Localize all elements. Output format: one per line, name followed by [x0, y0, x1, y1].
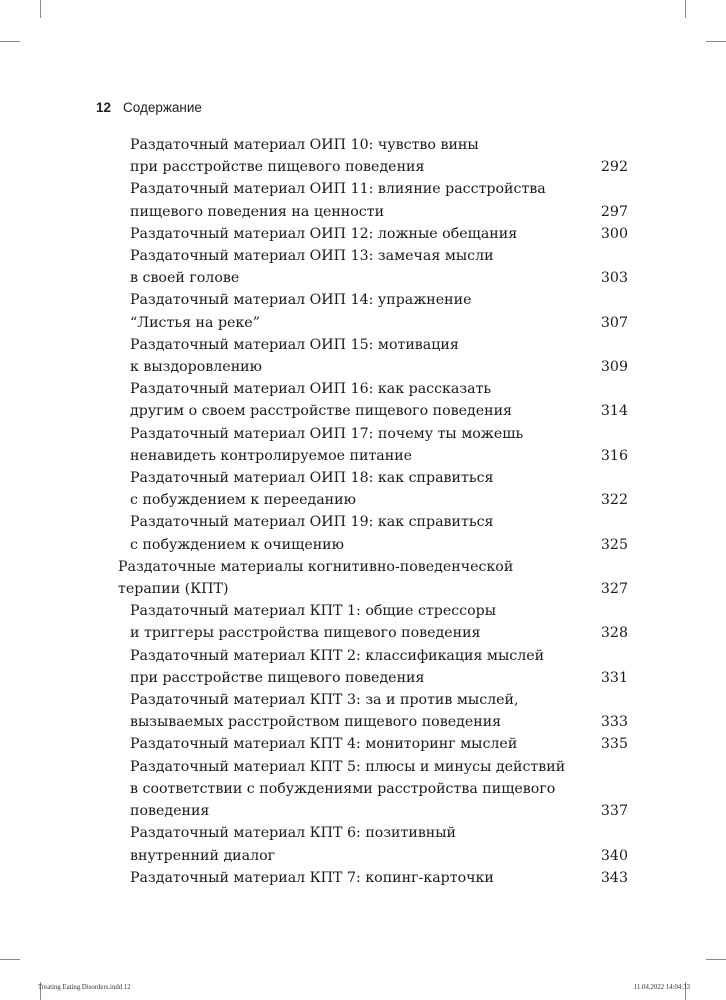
toc-entry-line: Раздаточный материал ОИП 16: как рассказать: [130, 381, 492, 398]
crop-mark: [685, 0, 686, 18]
toc-entry-line: внутренний диалог: [130, 847, 276, 864]
toc-entry-title: [130, 245, 588, 289]
toc-entry-line: Раздаточный материал ОИП 11: влияние расстройства: [130, 181, 546, 198]
toc-entry-title: [130, 511, 588, 555]
toc-entry-line: Раздаточный материал КПТ 5: плюсы и минусы действий: [130, 758, 566, 775]
toc-entry-line: Раздаточный материал ОИП 10: чувство вины: [130, 137, 479, 153]
toc-entry-line: Раздаточный материал КПТ 6: позитивный: [130, 825, 457, 842]
toc-entry-line: ненавидеть контролируемое питание: [130, 447, 413, 464]
footer-file: Treating Eating Disorders.indd 12: [38, 984, 131, 991]
toc-entry: [118, 733, 628, 755]
toc-entry-title: [130, 822, 588, 866]
table-of-contents: [118, 134, 628, 889]
toc-entry-title: [130, 756, 588, 823]
toc-page-number: 309: [600, 359, 628, 376]
toc-entry-line: Раздаточный материал ОИП 13: замечая мысли: [130, 248, 494, 265]
print-footer: [38, 984, 690, 991]
toc-entry: [118, 378, 628, 422]
toc-entry: [118, 334, 628, 378]
toc-page-number: 325: [600, 536, 628, 553]
toc-entry-line: Раздаточный материал ОИП 17: почему ты можешь: [130, 425, 524, 442]
toc-entry-line: и триггеры расстройства пищевого поведения: [130, 625, 481, 642]
toc-entry-line: Раздаточный материал КПТ 7: копинг-карточки: [130, 869, 494, 886]
toc-entry: [118, 134, 628, 178]
toc-entry-line: вызываемых расстройством пищевого поведения: [130, 714, 502, 731]
toc-page-number: 292: [600, 159, 628, 176]
toc-page-number: 335: [600, 736, 628, 753]
toc-entry: [118, 867, 628, 889]
toc-page-number: 331: [600, 669, 628, 686]
crop-mark: [706, 959, 726, 960]
toc-page-number: 314: [600, 403, 628, 420]
toc-page-number: 303: [600, 270, 628, 287]
toc-entry: [118, 178, 628, 222]
toc-page-number: 340: [600, 847, 628, 864]
toc-entry-line: Раздаточный материал ОИП 15: мотивация: [130, 336, 459, 353]
toc-entry-line: в своей голове: [130, 270, 240, 287]
page-number: 12: [96, 100, 112, 115]
toc-entry: [118, 289, 628, 333]
toc-page-number: 333: [600, 714, 628, 731]
running-head-title: Содержание: [123, 100, 202, 115]
toc-entry: [118, 756, 628, 823]
toc-entry: [118, 245, 628, 289]
toc-page-number: 307: [600, 314, 628, 331]
toc-entry-line: Раздаточные материалы когнитивно-поведенческой: [118, 558, 514, 575]
toc-entry-line: поведения: [130, 803, 210, 820]
toc-entry-line: Раздаточный материал ОИП 18: как справиться: [130, 470, 494, 487]
crop-mark: [40, 0, 41, 18]
toc-entry-line: терапии (КПТ): [118, 581, 229, 598]
toc-page-number: 343: [600, 869, 628, 886]
toc-entry: [118, 223, 628, 245]
toc-entry-line: Раздаточный материал КПТ 2: классификация мыслей: [130, 647, 545, 664]
toc-entry-line: Раздаточный материал КПТ 1: общие стрессоры: [130, 603, 497, 620]
toc-entry: [118, 556, 628, 600]
toc-entry-title: [118, 556, 588, 600]
toc-page-number: 327: [600, 581, 628, 598]
toc-entry-line: с побуждением к очищению: [130, 536, 344, 553]
crop-mark: [0, 959, 20, 960]
toc-entry: [118, 822, 628, 866]
toc-entry-title: [130, 134, 588, 178]
toc-entry-title: [130, 289, 588, 333]
crop-mark: [706, 41, 726, 42]
toc-entry: [118, 645, 628, 689]
toc-entry-line: Раздаточный материал КПТ 4: мониторинг мыслей: [130, 736, 518, 753]
toc-entry-title: [130, 645, 588, 689]
toc-entry-line: с побуждением к перееданию: [130, 492, 356, 509]
toc-page-number: 297: [600, 203, 628, 220]
footer-timestamp: 11.04.2022 14:04:33: [633, 984, 690, 991]
toc-entry-title: [130, 733, 588, 755]
running-head: [96, 100, 202, 115]
toc-page-number: 300: [600, 225, 628, 242]
toc-page-number: 337: [600, 803, 628, 820]
toc-entry-line: при расстройстве пищевого поведения: [130, 159, 425, 176]
toc-page-number: 322: [600, 492, 628, 509]
toc-entry-line: к выздоровлению: [130, 359, 262, 376]
toc-entry-line: другим о своем расстройстве пищевого поведения: [130, 403, 513, 420]
toc-entry: [118, 689, 628, 733]
toc-entry-title: [130, 334, 588, 378]
toc-entry-title: [130, 689, 588, 733]
toc-entry-line: Раздаточный материал КПТ 3: за и против мыслей,: [130, 692, 519, 709]
toc-entry-line: “Листья на реке”: [130, 314, 260, 331]
toc-entry-title: [130, 223, 588, 245]
toc-entry-title: [130, 867, 588, 889]
toc-entry-line: Раздаточный материал ОИП 19: как справиться: [130, 514, 494, 531]
toc-entry-title: [130, 178, 588, 222]
toc-entry-title: [130, 600, 588, 644]
toc-entry-title: [130, 423, 588, 467]
crop-mark: [0, 41, 20, 42]
toc-entry-line: при расстройстве пищевого поведения: [130, 669, 425, 686]
toc-entry: [118, 467, 628, 511]
toc-entry-line: в соответствии с побуждениями расстройства пищевого: [130, 780, 556, 797]
toc-entry: [118, 600, 628, 644]
toc-entry-line: Раздаточный материал ОИП 14: упражнение: [130, 292, 472, 309]
toc-entry: [118, 511, 628, 555]
toc-page-number: 316: [600, 447, 628, 464]
toc-entry-line: Раздаточный материал ОИП 12: ложные обещания: [130, 225, 518, 242]
toc-entry-title: [130, 467, 588, 511]
toc-entry: [118, 423, 628, 467]
toc-entry-line: пищевого поведения на ценности: [130, 203, 385, 220]
toc-entry-title: [130, 378, 588, 422]
toc-page-number: 328: [600, 625, 628, 642]
